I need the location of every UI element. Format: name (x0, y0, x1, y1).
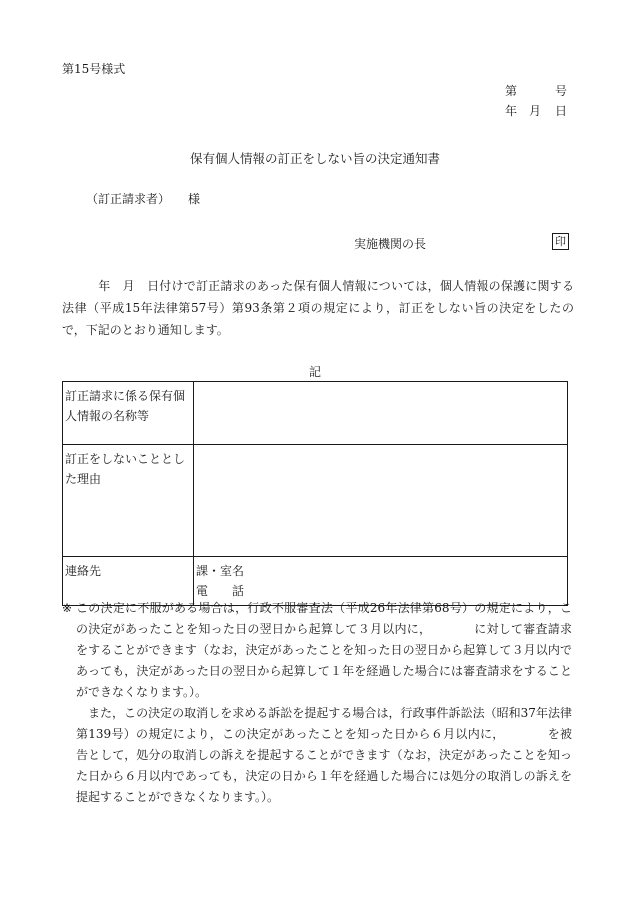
date-year-label: 年 (505, 104, 518, 118)
row-label-reason: 訂正をしないこととした理由 (63, 445, 194, 557)
seal-stamp: 印 (552, 233, 569, 250)
note-text-appeal: この決定に不服がある場合は，行政不服審査法（平成26年法律第68号）の規定により，この決定があったことを知った日の翌日から起算して３月以内に， に対して審査請求をすることができます（なお，決定があったことを知った日の翌日から起算して３月以内であっても，決定があった日の翌日から起算して１年を経過した場合には審査請求をすることができなくなります。）。 (76, 601, 572, 699)
note-paragraph-appeal (62, 598, 572, 703)
row-value-info-name[interactable] (194, 382, 568, 445)
date-month-label: 月 (529, 104, 542, 118)
row-value-reason[interactable] (194, 445, 568, 557)
row-label-contact: 連絡先 (63, 557, 194, 606)
contact-section-label: 課・室名 (196, 564, 245, 578)
form-number: 第15号様式 (62, 62, 126, 76)
table-row (63, 445, 568, 557)
table-row (63, 382, 568, 445)
document-number-suffix: 号 (555, 84, 568, 98)
note-mark: ※ (62, 601, 73, 615)
notice-body (62, 275, 574, 341)
body-text: 日付けで訂正請求のあった保有個人情報については，個人情報の保護に関する法律（平成15年法律第57号）第93条第２項の規定により，訂正をしない旨の決定をしたので，下記のとおり通知します。 (62, 279, 574, 337)
body-date-month: 月 (122, 279, 135, 293)
row-label-info-name: 訂正請求に係る保有個人情報の名称等 (63, 382, 194, 445)
requester-honorific: 様 (188, 192, 201, 206)
record-table (62, 381, 568, 606)
requester-line (86, 190, 200, 207)
body-date-year: 年 (98, 279, 111, 293)
date-day-label: 日 (555, 104, 568, 118)
notes-section (62, 598, 572, 808)
requester-label: （訂正請求者） (86, 192, 171, 206)
document-number-label: 第 (505, 84, 518, 98)
ki-heading: 記 (308, 365, 321, 379)
page-title: 保有個人情報の訂正をしない旨の決定通知書 (189, 151, 440, 166)
note-paragraph-lawsuit: また，この決定の取消しを求める訴訟を提起する場合は，行政事件訴訟法（昭和37年法律第139号）の規定により，この決定があったことを知った日から６月以内に， を被告として，処分の取消しの訴えを提起することができます（なお，決定があったことを知った日から６月以内であっても，決定の日から１年を経過した場合には処分の取消しの訴えを提起することができなくなります。）。 (76, 706, 572, 804)
contact-phone-label: 電 話 (196, 584, 245, 598)
issuer-name: 実施機関の長 (354, 237, 427, 251)
